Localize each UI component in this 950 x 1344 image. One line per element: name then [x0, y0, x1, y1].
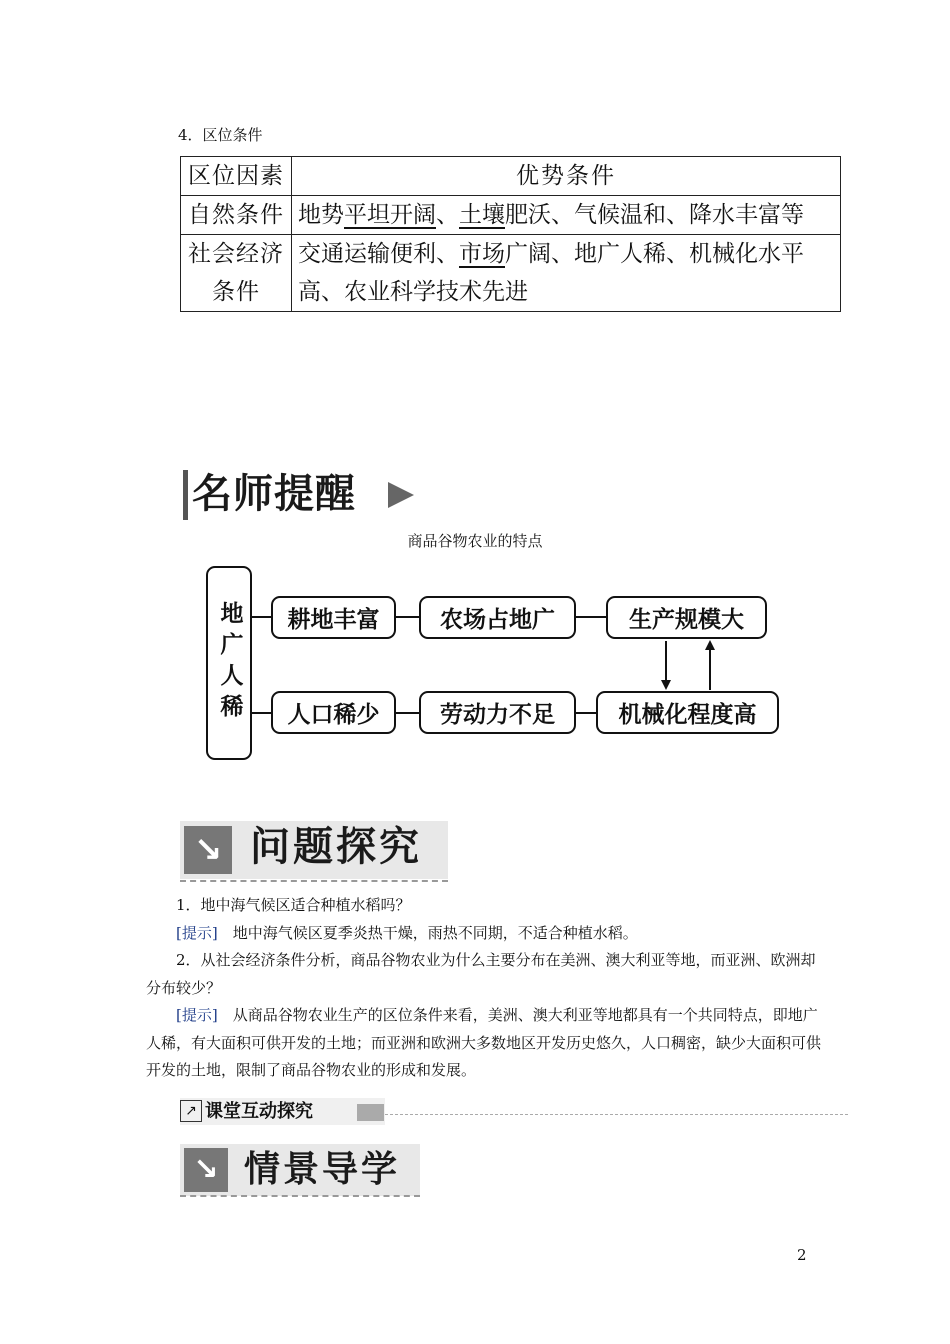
underlined-fragment: 土壤	[459, 202, 505, 228]
text-fragment: 交通运输便利、	[298, 241, 459, 267]
table-header-condition: 优势条件	[292, 157, 841, 196]
decorative-block	[357, 1104, 384, 1121]
answer-2	[146, 1002, 826, 1085]
classroom-heading: 课堂互动探究	[205, 1101, 313, 1122]
underlined-fragment: 市场	[459, 241, 505, 267]
diagram-node: 生产规模大	[606, 596, 767, 639]
inquiry-heading: 问题探究	[250, 824, 422, 870]
table-cell-factor: 自然条件	[181, 196, 292, 235]
underlined-fragment: 平坦开阔	[344, 202, 436, 228]
answer-text: 从商品谷物农业生产的区位条件来看，美洲、澳大利亚等地都具有一个共同特点，即地广人稀，有大面积可供开发的土地；而亚洲和欧洲大多数地区开发历史悠久，人口稠密，缺少大面积可供开发的土地，限制了商品谷物农业的形成和发展。	[146, 1006, 822, 1079]
diagram-node: 劳动力不足	[419, 691, 576, 734]
diagram-node: 人口稀少	[271, 691, 396, 734]
scenario-heading: 情景导学	[244, 1149, 401, 1190]
page-number: 2	[797, 1246, 807, 1264]
diagram-caption: 商品谷物农业的特点	[407, 532, 543, 550]
diagram-node: 机械化程度高	[596, 691, 779, 734]
text-fragment: 地势	[298, 202, 344, 228]
tip-label: [提示]	[176, 1006, 218, 1024]
teacher-tip-heading: 名师提醒	[192, 471, 356, 517]
diagram-node: 农场占地广	[419, 596, 576, 639]
question-2: 2．从社会经济条件分析，商品谷物农业为什么主要分布在美洲、澳大利亚等地，而亚洲、欧洲却分布较少？	[146, 951, 816, 997]
arrow-down-right-icon: ↘	[184, 826, 232, 874]
section-title: 4．区位条件	[178, 126, 263, 144]
table-header-factor: 区位因素	[181, 157, 292, 196]
arrow-down-right-icon: ↘	[184, 1148, 228, 1192]
diagram-left-box	[206, 566, 252, 760]
text-fragment: 广阔、地广人稀、机械化水平高、农业科学技术先进	[298, 241, 804, 305]
diagram-left-label: 地广人稀	[216, 601, 243, 725]
answer-text: 地中海气候区夏季炎热干燥，雨热不同期，不适合种植水稻。	[217, 923, 638, 942]
table-cell-factor: 社会经济条件	[181, 235, 292, 312]
diagram-node: 耕地丰富	[271, 596, 396, 639]
inquiry-content	[146, 892, 826, 1085]
divider	[180, 880, 448, 882]
tip-label: [提示]	[176, 923, 218, 942]
text-fragment: 、	[436, 202, 459, 228]
text-fragment: 肥沃、气候温和、降水丰富等	[505, 202, 804, 228]
question-1: 1．地中海气候区适合种植水稻吗？	[176, 896, 411, 914]
answer-1	[146, 920, 826, 948]
pointer-icon: ↗	[180, 1100, 202, 1122]
divider	[180, 1195, 420, 1197]
